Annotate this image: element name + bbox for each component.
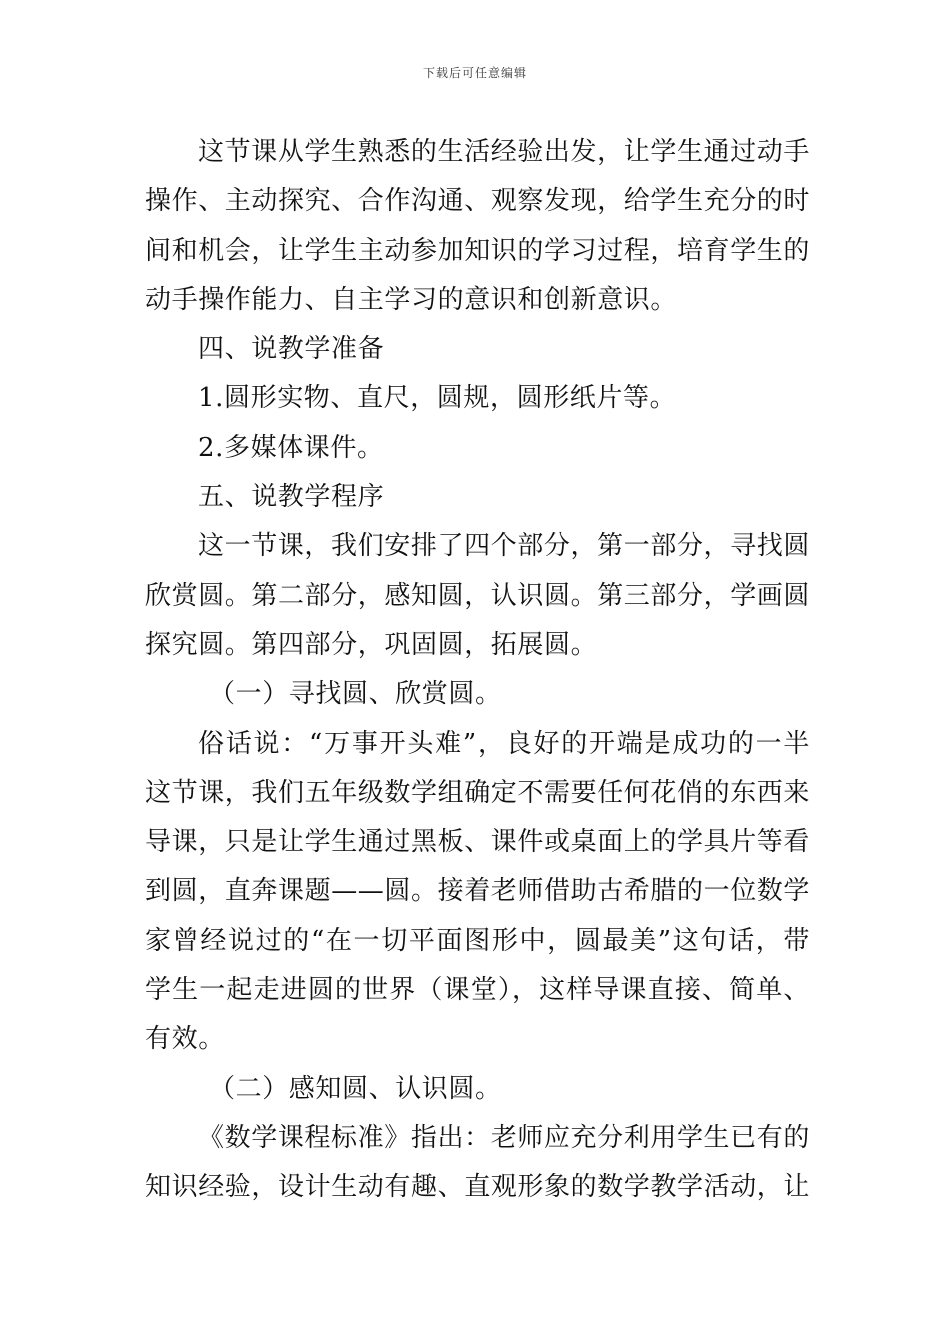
subsection-heading-perceive-circle: （二）感知圆、认识圆。 — [209, 1073, 502, 1104]
list-item-preparation-1: 1.圆形实物、直尺，圆规，圆形纸片等。 — [198, 383, 677, 414]
list-item-preparation-2: 2.多媒体课件。 — [198, 432, 384, 463]
paragraph-curriculum-standard: 《数学课程标准》指出：老师应充分利用学生已有的知识经验，设计生动有趣、直观形象的数学教学活动，让 — [145, 1122, 811, 1203]
section-heading-teaching-preparation: 四、说教学准备 — [198, 334, 385, 365]
subsection-heading-find-circle: （一）寻找圆、欣赏圆。 — [209, 679, 502, 710]
section-heading-teaching-procedure: 五、说教学程序 — [198, 482, 385, 513]
paragraph-intro-summary: 这节课从学生熟悉的生活经验出发，让学生通过动手操作、主动探究、合作沟通、观察发现，给学生充分的时间和机会，让学生主动参加知识的学习过程，培育学生的动手操作能力、自主学习的意识和创新意识。 — [145, 137, 811, 315]
paragraph-find-circle: 俗话说：“万事开头难”，良好的开端是成功的一半这节课，我们五年级数学组确定不需要任何花俏的东西来导课，只是让学生通过黑板、课件或桌面上的学具片等看到圆，直奔课题——圆。接着老师借助古希腊的一位数学家曾经说过的“在一切平面图形中，圆最美”这句话，带学生一起走进圆的世界（课堂），这样导课直接、简单、有效。 — [145, 728, 811, 1055]
paragraph-procedure-overview: 这一节课，我们安排了四个部分，第一部分，寻找圆欣赏圆。第二部分，感知圆，认识圆。第三部分，学画圆探究圆。第四部分，巩固圆，拓展圆。 — [145, 531, 811, 660]
document-body — [145, 128, 810, 1213]
page-header: 下载后可任意编辑 — [422, 66, 527, 80]
